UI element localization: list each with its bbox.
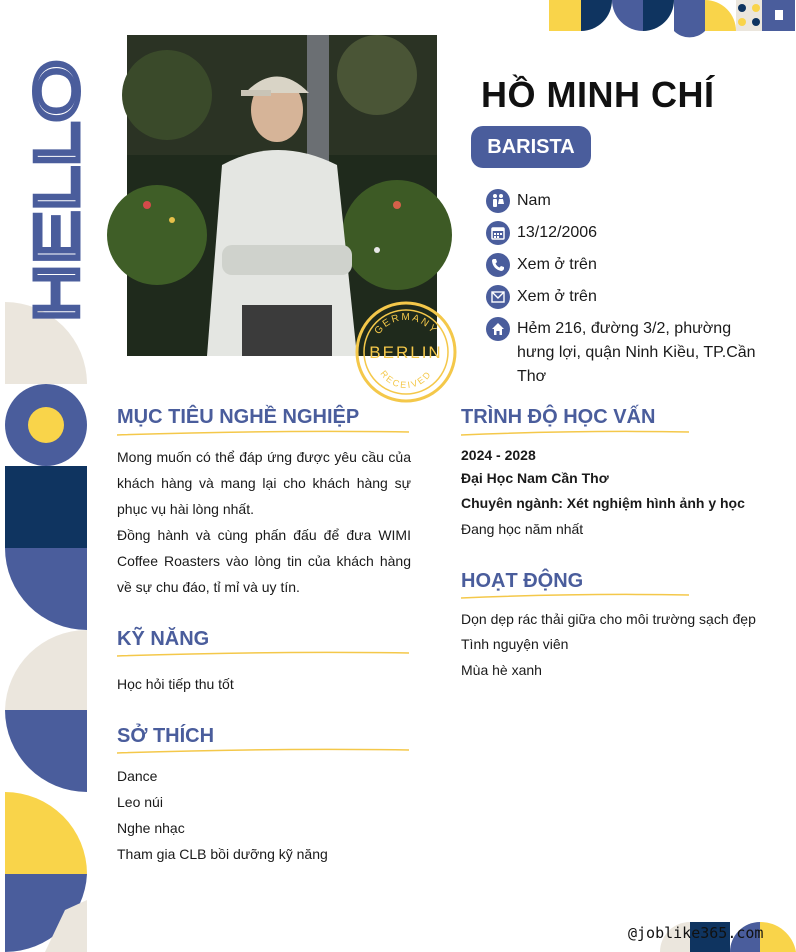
hobby-item: Nghe nhạc xyxy=(117,820,185,836)
contact-row-birthday xyxy=(486,221,772,245)
hobby-item: Dance xyxy=(117,768,158,784)
activities-title: HOẠT ĐỘNG xyxy=(461,570,584,592)
education-underline xyxy=(461,430,689,436)
education-status: Đang học năm nhất xyxy=(461,521,584,537)
phone-icon xyxy=(486,253,510,277)
education-period: 2024 - 2028 xyxy=(461,447,536,463)
objective-title: MỤC TIÊU NGHỀ NGHIỆP xyxy=(117,406,360,428)
objective-paragraph-1: Mong muốn có thể đáp ứng được yêu cầu của khách hàng và mang lại cho khách hàng sự phục vụ hài lòng nhất. xyxy=(117,449,411,517)
job-title-badge: BARISTA xyxy=(471,126,591,168)
svg-text:HELLO: HELLO xyxy=(23,118,92,322)
skills-title: KỸ NĂNG xyxy=(117,628,210,650)
svg-text:GERMANY: GERMANY xyxy=(372,311,440,337)
contact-row-email xyxy=(486,285,772,309)
svg-text:BERLIN: BERLIN xyxy=(369,343,443,362)
svg-text:RECEIVED: RECEIVED xyxy=(378,368,434,391)
home-icon xyxy=(486,317,510,341)
gender-text: Nam xyxy=(517,192,551,209)
calendar-icon xyxy=(486,221,510,245)
hobby-item: Tham gia CLB bồi dưỡng kỹ năng xyxy=(117,846,328,862)
candidate-name: HỒ MINH CHÍ xyxy=(481,74,715,115)
decorative-shapes-top xyxy=(549,0,795,31)
watermark-text: @joblike365.com xyxy=(628,924,764,942)
contact-row-phone xyxy=(486,253,772,277)
objective-underline xyxy=(117,430,409,436)
gender-icon xyxy=(486,189,510,213)
activity-item: Dọn dẹp rác thải giữa cho môi trường sạch đẹp xyxy=(461,611,756,627)
birthday-text: 13/12/2006 xyxy=(517,224,598,241)
activities-underline xyxy=(461,593,689,599)
address-text: Hẻm 216, đường 3/2, phường hưng lợi, quận Ninh Kiều, TP.Cần Thơ xyxy=(517,320,756,385)
contact-row-address xyxy=(486,317,772,389)
objective-paragraph-2: Đồng hành và cùng phấn đấu để đưa WIMI Coffee Roasters vào lòng tin của khách hàng về sự chu đáo, tỉ mỉ và uy tín. xyxy=(117,527,411,595)
skill-item: Học hỏi tiếp thu tốt xyxy=(117,676,234,692)
activity-item: Tình nguyện viên xyxy=(461,636,569,652)
hobby-item: Leo núi xyxy=(117,794,163,810)
berlin-stamp xyxy=(354,300,458,404)
mail-icon xyxy=(486,285,510,309)
education-title: TRÌNH ĐỘ HỌC VẤN xyxy=(461,406,656,428)
education-school: Đại Học Nam Cần Thơ xyxy=(461,470,609,486)
hello-vertical-text xyxy=(23,60,92,322)
hobbies-underline xyxy=(117,748,409,754)
phone-text: Xem ở trên xyxy=(517,256,597,273)
education-major: Chuyên ngành: Xét nghiệm hình ảnh y học xyxy=(461,495,745,511)
email-text: Xem ở trên xyxy=(517,288,597,305)
skills-underline xyxy=(117,651,409,657)
contact-row-gender xyxy=(486,189,772,213)
activity-item: Mùa hè xanh xyxy=(461,662,542,678)
hobbies-title: SỞ THÍCH xyxy=(117,725,215,747)
